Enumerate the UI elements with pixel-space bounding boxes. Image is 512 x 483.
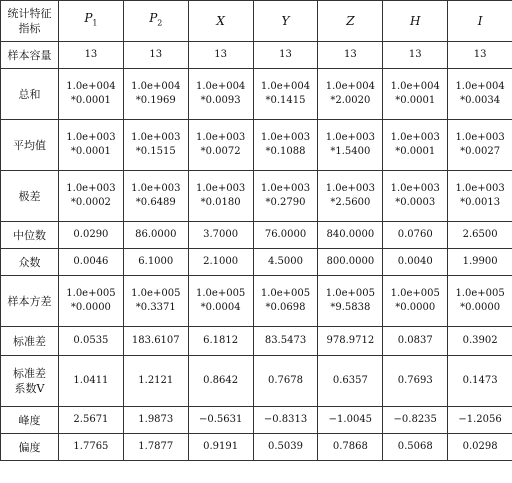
row-label-cell: 众数 bbox=[1, 249, 59, 276]
table-cell: 3.7000 bbox=[188, 222, 253, 249]
table-cell bbox=[318, 276, 383, 327]
table-cell: 0.0040 bbox=[383, 249, 448, 276]
table-cell bbox=[59, 120, 124, 171]
column-header-h bbox=[383, 1, 448, 42]
table-row bbox=[1, 222, 512, 249]
table-cell bbox=[448, 69, 512, 120]
table-cell: 6.1812 bbox=[188, 327, 253, 356]
column-header-text: H bbox=[409, 14, 421, 28]
column-header-subscript: 2 bbox=[157, 18, 163, 28]
cell-line: *0.0072 bbox=[200, 146, 241, 157]
row-label-cell: 极差 bbox=[1, 171, 59, 222]
table-cell: −0.5631 bbox=[188, 407, 253, 434]
cell-line: *0.0001 bbox=[70, 95, 111, 106]
table-cell: 0.8642 bbox=[188, 356, 253, 407]
cell-line: *0.0001 bbox=[395, 95, 436, 106]
row-label-cell bbox=[1, 356, 59, 407]
row-label-cell: 偏度 bbox=[1, 434, 59, 461]
corner-header-line-2: 指标 bbox=[18, 22, 41, 35]
table-cell: 83.5473 bbox=[253, 327, 318, 356]
cell-line: *0.0027 bbox=[460, 146, 501, 157]
table-cell: 2.6500 bbox=[448, 222, 512, 249]
table-cell: 183.6107 bbox=[123, 327, 188, 356]
cell-line: 1.0e+005 bbox=[131, 288, 181, 299]
table-cell: 4.5000 bbox=[253, 249, 318, 276]
table-cell: 840.0000 bbox=[318, 222, 383, 249]
cell-line: 1.0e+003 bbox=[260, 183, 311, 194]
table-cell: 0.5039 bbox=[253, 434, 318, 461]
table-cell: 0.0290 bbox=[59, 222, 124, 249]
table-cell bbox=[318, 171, 383, 222]
table-cell: 1.0411 bbox=[59, 356, 124, 407]
table-cell: 0.0837 bbox=[383, 327, 448, 356]
row-label-cell: 平均值 bbox=[1, 120, 59, 171]
cell-line: *0.2790 bbox=[265, 197, 306, 208]
table-cell: 0.6357 bbox=[318, 356, 383, 407]
cell-line: 1.0e+004 bbox=[455, 81, 505, 92]
table-cell: 1.2121 bbox=[123, 356, 188, 407]
column-header-i bbox=[448, 1, 512, 42]
cell-line: 1.0e+003 bbox=[390, 132, 440, 143]
table-row bbox=[1, 120, 512, 171]
table-cell: 0.0535 bbox=[59, 327, 124, 356]
table-cell: 0.0298 bbox=[448, 434, 512, 461]
cell-line: *2.5600 bbox=[330, 197, 371, 208]
cell-line: 1.0e+003 bbox=[455, 132, 505, 143]
cell-line: 1.0e+003 bbox=[131, 183, 181, 194]
cell-line: 1.0e+004 bbox=[131, 81, 181, 92]
cell-line: *0.0004 bbox=[200, 302, 241, 313]
column-header-p1 bbox=[59, 1, 124, 42]
table-cell bbox=[448, 276, 512, 327]
cell-line: *0.1415 bbox=[265, 95, 306, 106]
cell-line: 1.0e+003 bbox=[260, 132, 311, 143]
column-header-subscript: 1 bbox=[92, 18, 98, 28]
row-label-cell: 样本方差 bbox=[1, 276, 59, 327]
table-cell bbox=[383, 171, 448, 222]
table-cell: 13 bbox=[59, 42, 124, 69]
cell-line: *0.0001 bbox=[395, 146, 436, 157]
header-row bbox=[1, 1, 512, 42]
cell-line: *9.5838 bbox=[330, 302, 371, 313]
table-cell bbox=[448, 171, 512, 222]
table-cell bbox=[59, 69, 124, 120]
table-cell: 0.5068 bbox=[383, 434, 448, 461]
table-row bbox=[1, 327, 512, 356]
table-cell: 6.1000 bbox=[123, 249, 188, 276]
table-cell bbox=[188, 69, 253, 120]
corner-header-line-1: 统计特征 bbox=[7, 7, 52, 20]
cell-line: *0.0034 bbox=[460, 95, 501, 106]
table-cell bbox=[123, 276, 188, 327]
table-cell: 13 bbox=[188, 42, 253, 69]
table-cell: 0.7678 bbox=[253, 356, 318, 407]
table-body bbox=[1, 42, 512, 461]
table-cell: 0.0046 bbox=[59, 249, 124, 276]
table-cell: 2.1000 bbox=[188, 249, 253, 276]
table-cell bbox=[318, 69, 383, 120]
cell-line: *0.6489 bbox=[135, 197, 176, 208]
cell-line: *0.0013 bbox=[460, 197, 501, 208]
cell-line: 1.0e+005 bbox=[325, 288, 376, 299]
table-cell bbox=[383, 276, 448, 327]
table-cell: −0.8313 bbox=[253, 407, 318, 434]
cell-line: *0.0698 bbox=[265, 302, 306, 313]
table-cell: 2.5671 bbox=[59, 407, 124, 434]
cell-line: 1.0e+003 bbox=[66, 183, 116, 194]
table-cell: 1.9873 bbox=[123, 407, 188, 434]
corner-header-cell bbox=[1, 1, 59, 42]
table-cell: −1.0045 bbox=[318, 407, 383, 434]
cell-line: *0.0001 bbox=[70, 146, 111, 157]
row-label-line: 标准差 bbox=[13, 367, 46, 380]
table-cell: 13 bbox=[448, 42, 512, 69]
column-header-z bbox=[318, 1, 383, 42]
table-cell: 1.7877 bbox=[123, 434, 188, 461]
cell-line: *0.0003 bbox=[395, 197, 436, 208]
cell-line: 1.0e+003 bbox=[455, 183, 505, 194]
column-header-p2 bbox=[123, 1, 188, 42]
cell-line: *0.0000 bbox=[395, 302, 436, 313]
table-row bbox=[1, 356, 512, 407]
cell-line: 1.0e+003 bbox=[196, 132, 246, 143]
cell-line: 1.0e+003 bbox=[325, 132, 376, 143]
cell-line: 1.0e+005 bbox=[196, 288, 246, 299]
row-label-cell: 总和 bbox=[1, 69, 59, 120]
table-row bbox=[1, 276, 512, 327]
table-cell: 0.0760 bbox=[383, 222, 448, 249]
cell-line: *0.0002 bbox=[70, 197, 111, 208]
column-header-y bbox=[253, 1, 318, 42]
row-label-cell: 标准差 bbox=[1, 327, 59, 356]
column-header-text: P bbox=[84, 11, 93, 26]
cell-line: *0.0180 bbox=[200, 197, 241, 208]
table-cell bbox=[253, 171, 318, 222]
cell-line: *0.0093 bbox=[200, 95, 241, 106]
column-header-text: P bbox=[149, 11, 158, 26]
table-cell bbox=[123, 171, 188, 222]
cell-line: 1.0e+005 bbox=[260, 288, 311, 299]
cell-line: 1.0e+003 bbox=[66, 132, 116, 143]
table-row bbox=[1, 42, 512, 69]
table-cell: 1.7765 bbox=[59, 434, 124, 461]
table-cell: 800.0000 bbox=[318, 249, 383, 276]
table-cell: 0.9191 bbox=[188, 434, 253, 461]
table-cell: 1.9900 bbox=[448, 249, 512, 276]
cell-line: 1.0e+003 bbox=[390, 183, 440, 194]
column-header-text: I bbox=[477, 14, 483, 28]
table-cell bbox=[448, 120, 512, 171]
table-cell: 0.7868 bbox=[318, 434, 383, 461]
cell-line: *2.0020 bbox=[330, 95, 371, 106]
table-cell: 13 bbox=[123, 42, 188, 69]
table-cell bbox=[253, 120, 318, 171]
table-cell: 0.1473 bbox=[448, 356, 512, 407]
table-row bbox=[1, 171, 512, 222]
cell-line: 1.0e+004 bbox=[66, 81, 116, 92]
table-cell: 86.0000 bbox=[123, 222, 188, 249]
table-cell: 13 bbox=[253, 42, 318, 69]
table-cell: 978.9712 bbox=[318, 327, 383, 356]
table-row bbox=[1, 407, 512, 434]
table-cell: 0.7693 bbox=[383, 356, 448, 407]
cell-line: 1.0e+003 bbox=[131, 132, 181, 143]
table-cell: 13 bbox=[383, 42, 448, 69]
cell-line: 1.0e+005 bbox=[66, 288, 116, 299]
table-row bbox=[1, 69, 512, 120]
column-header-text: Y bbox=[281, 14, 290, 28]
cell-line: *0.1515 bbox=[135, 146, 176, 157]
table-cell: −0.8235 bbox=[383, 407, 448, 434]
column-header-text: X bbox=[216, 14, 225, 28]
column-header-text: Z bbox=[346, 14, 355, 28]
table-cell bbox=[188, 120, 253, 171]
cell-line: 1.0e+003 bbox=[325, 183, 376, 194]
cell-line: 1.0e+005 bbox=[390, 288, 440, 299]
cell-line: 1.0e+004 bbox=[325, 81, 376, 92]
cell-line: *0.1969 bbox=[135, 95, 176, 106]
row-label-cell: 峰度 bbox=[1, 407, 59, 434]
cell-line: *0.3371 bbox=[135, 302, 176, 313]
cell-line: 1.0e+003 bbox=[196, 183, 246, 194]
table-row bbox=[1, 249, 512, 276]
table-cell bbox=[253, 276, 318, 327]
table-cell bbox=[383, 120, 448, 171]
table-row bbox=[1, 434, 512, 461]
table-cell bbox=[318, 120, 383, 171]
row-label-cell: 样本容量 bbox=[1, 42, 59, 69]
row-label-cell: 中位数 bbox=[1, 222, 59, 249]
table-cell bbox=[253, 69, 318, 120]
cell-line: 1.0e+004 bbox=[196, 81, 246, 92]
cell-line: *0.1088 bbox=[265, 146, 306, 157]
table-cell: 0.3902 bbox=[448, 327, 512, 356]
table-cell bbox=[188, 171, 253, 222]
table-cell: −1.2056 bbox=[448, 407, 512, 434]
table-cell bbox=[59, 171, 124, 222]
table-cell: 76.0000 bbox=[253, 222, 318, 249]
table-cell bbox=[123, 69, 188, 120]
cell-line: 1.0e+004 bbox=[260, 81, 311, 92]
cell-line: *1.5400 bbox=[330, 146, 371, 157]
table-cell: 13 bbox=[318, 42, 383, 69]
cell-line: *0.0000 bbox=[70, 302, 111, 313]
cell-line: *0.0000 bbox=[460, 302, 501, 313]
cell-line: 1.0e+004 bbox=[390, 81, 440, 92]
column-header-x bbox=[188, 1, 253, 42]
table-cell bbox=[59, 276, 124, 327]
cell-line: 1.0e+005 bbox=[455, 288, 505, 299]
table-cell bbox=[123, 120, 188, 171]
table-cell bbox=[188, 276, 253, 327]
row-label-line: 系数V bbox=[14, 382, 45, 395]
table-cell bbox=[383, 69, 448, 120]
